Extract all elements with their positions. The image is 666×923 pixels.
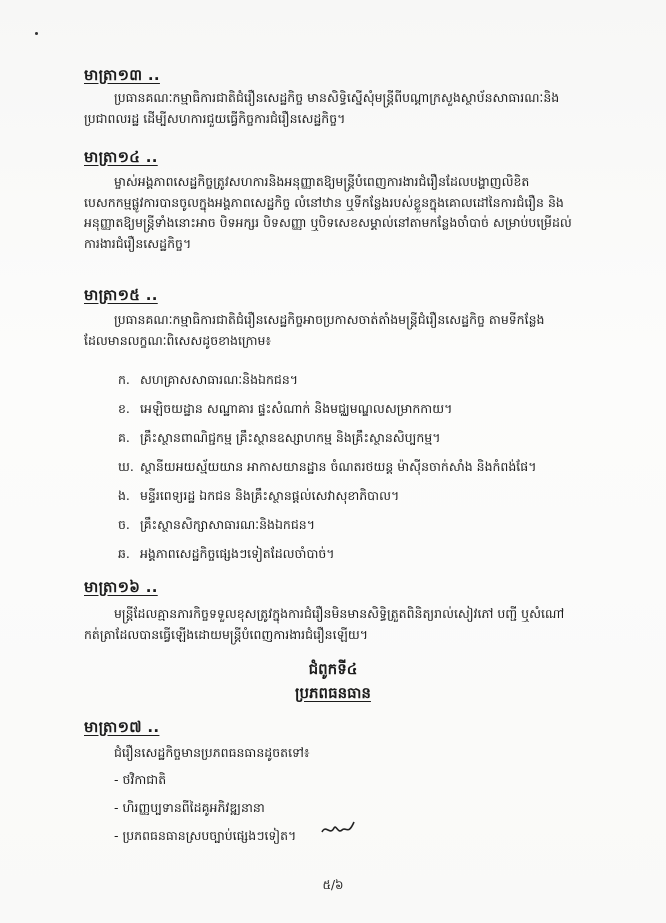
article-13-line-1: ប្រធានគណៈកម្មាធិការជាតិជំរឿនសេដ្ឋកិច្ច មានសិទ្ធិស្នើសុំមន្ត្រីពីបណ្តាក្រសួងស្ថាប័នសាធារណៈនិង [114, 90, 560, 105]
article-14-body [84, 172, 618, 254]
article-14-line-4: ការងារជំរឿនសេដ្ឋកិច្ច។ [84, 235, 192, 251]
item-text: អេឡិចយដ្ឋាន សណ្ឋាគារ ផ្ទះសំណាក់ និងមជ្ឈមណ្ឌលសម្រាកកាយ។ [140, 401, 453, 416]
article-15-item [118, 372, 298, 391]
article-17-intro: ជំរឿនសេដ្ឋកិច្ចមានប្រភពធនធានដូចតទៅ៖ [114, 745, 310, 760]
article-16-body [84, 604, 618, 645]
article-13-heading: មាត្រា១៣ .. [84, 66, 160, 84]
item-label: ខ. [118, 401, 130, 416]
item-label: ឆ. [118, 546, 130, 561]
item-text: គ្រឹះស្ថានពាណិជ្ជកម្ម គ្រឹះស្ថានឧស្សាហកម្ម និងគ្រឹះស្ថានសិប្បកម្ម។ [140, 430, 441, 445]
article-17-heading: មាត្រា១៧ .. [84, 718, 160, 736]
item-text: អង្គភាពសេដ្ឋកិច្ចផ្សេងៗទៀតដែលចាំបាច់។ [140, 546, 335, 561]
article-16-line-2: កត់ត្រាដែលបានធ្វើឡើងដោយមន្ត្រីបំពេញការងារជំរឿនឡើយ។ [84, 626, 368, 642]
article-15-body [84, 310, 618, 351]
page-number: ៥/៦ [322, 878, 344, 892]
article-15-item [118, 517, 315, 536]
item-label: ឃ. [118, 459, 134, 474]
item-label: ង. [118, 488, 130, 503]
item-text: សហគ្រាសសាធារណៈនិងឯកជន។ [140, 372, 298, 387]
item-text: មន្ទីរពេទ្យរដ្ឋ ឯកជន និងគ្រឹះស្ថានផ្តល់សេវាសុខាភិបាល។ [140, 488, 400, 503]
article-15-item [118, 430, 440, 449]
initials-signature [318, 818, 358, 840]
article-16-heading: មាត្រា១៦ .. [84, 578, 158, 596]
article-16-line-1: មន្ត្រីដែលគ្មានភារកិច្ចទទួលខុសត្រូវក្នុងការជំរឿនមិនមានសិទ្ធិត្រួតពិនិត្យរាល់សៀវភៅ បញ្ជី ឬសំណៅ [114, 606, 565, 621]
article-14-heading: មាត្រា១៤ .. [84, 148, 158, 166]
article-15-item [118, 459, 536, 478]
item-label: ក. [118, 372, 130, 387]
article-15-item [118, 401, 452, 420]
item-text: ស្ថានីយអយស្ម័យយាន អាកាសយានដ្ឋាន ចំណតរថយន្ត ម៉ាស៊ីនចាក់សាំង និងកំពង់ផែ។ [140, 459, 537, 474]
article-15-item [118, 488, 399, 507]
article-17-bullet: - ហិរញ្ញប្បទានពីដៃគូអភិវឌ្ឍនានា [114, 800, 265, 815]
article-13-line-2: ប្រជាពលរដ្ឋ ដើម្បីសហការជួយធ្វើកិច្ចការជំរឿនសេដ្ឋកិច្ច។ [84, 110, 346, 126]
article-15-item [118, 546, 335, 565]
article-14-line-3: អនុញ្ញាតឱ្យមន្ត្រីទាំងនោះអាច បិទអក្សរ បិទសញ្ញា ឬបិទសេខសម្គាល់នៅតាមកន្លែងចាំបាច់ សម្រាប់បម្រើដល់ [84, 215, 572, 230]
article-15-heading: មាត្រា១៥ .. [84, 286, 158, 304]
chapter-number: ជំពូកទី៤ [308, 660, 358, 678]
article-17-bullet: - ប្រភពធនធានស្របច្បាប់ផ្សេងៗទៀត។ [114, 828, 297, 843]
item-label: ច. [118, 517, 130, 532]
article-13-body [84, 88, 618, 129]
chapter-title: ប្រភពធនធាន [295, 684, 371, 702]
item-label: គ. [118, 430, 130, 445]
article-14-line-2: បេសកកម្មផ្លូវការបានចូលក្នុងអង្គភាពសេដ្ឋកិច្ច លំនៅឋាន ឬទីកន្លែងរបស់ខ្លួនក្នុងគោលដៅនៃការជំរឿន និង [84, 194, 564, 210]
article-17-bullet: - ថវិកាជាតិ [114, 772, 167, 787]
article-15-line-2: ដែលមានលក្ខណៈពិសេសដូចខាងក្រោម៖ [84, 332, 271, 348]
item-text: គ្រឹះស្ថានសិក្សាសាធារណៈនិងឯកជន។ [140, 517, 315, 532]
article-14-line-1: ម្ចាស់អង្គភាពសេដ្ឋកិច្ចត្រូវសហការនិងអនុញ្ញាតឱ្យមន្ត្រីបំពេញការងារជំរឿនដែលបង្ហាញលិខិត [114, 174, 530, 189]
article-15-line-1: ប្រធានគណៈកម្មាធិការជាតិជំរឿនសេដ្ឋកិច្ចអាចប្រកាសចាត់តាំងមន្ត្រីជំរឿនសេដ្ឋកិច្ច តាមទីកន្លែង [114, 312, 545, 327]
speck [35, 32, 38, 35]
